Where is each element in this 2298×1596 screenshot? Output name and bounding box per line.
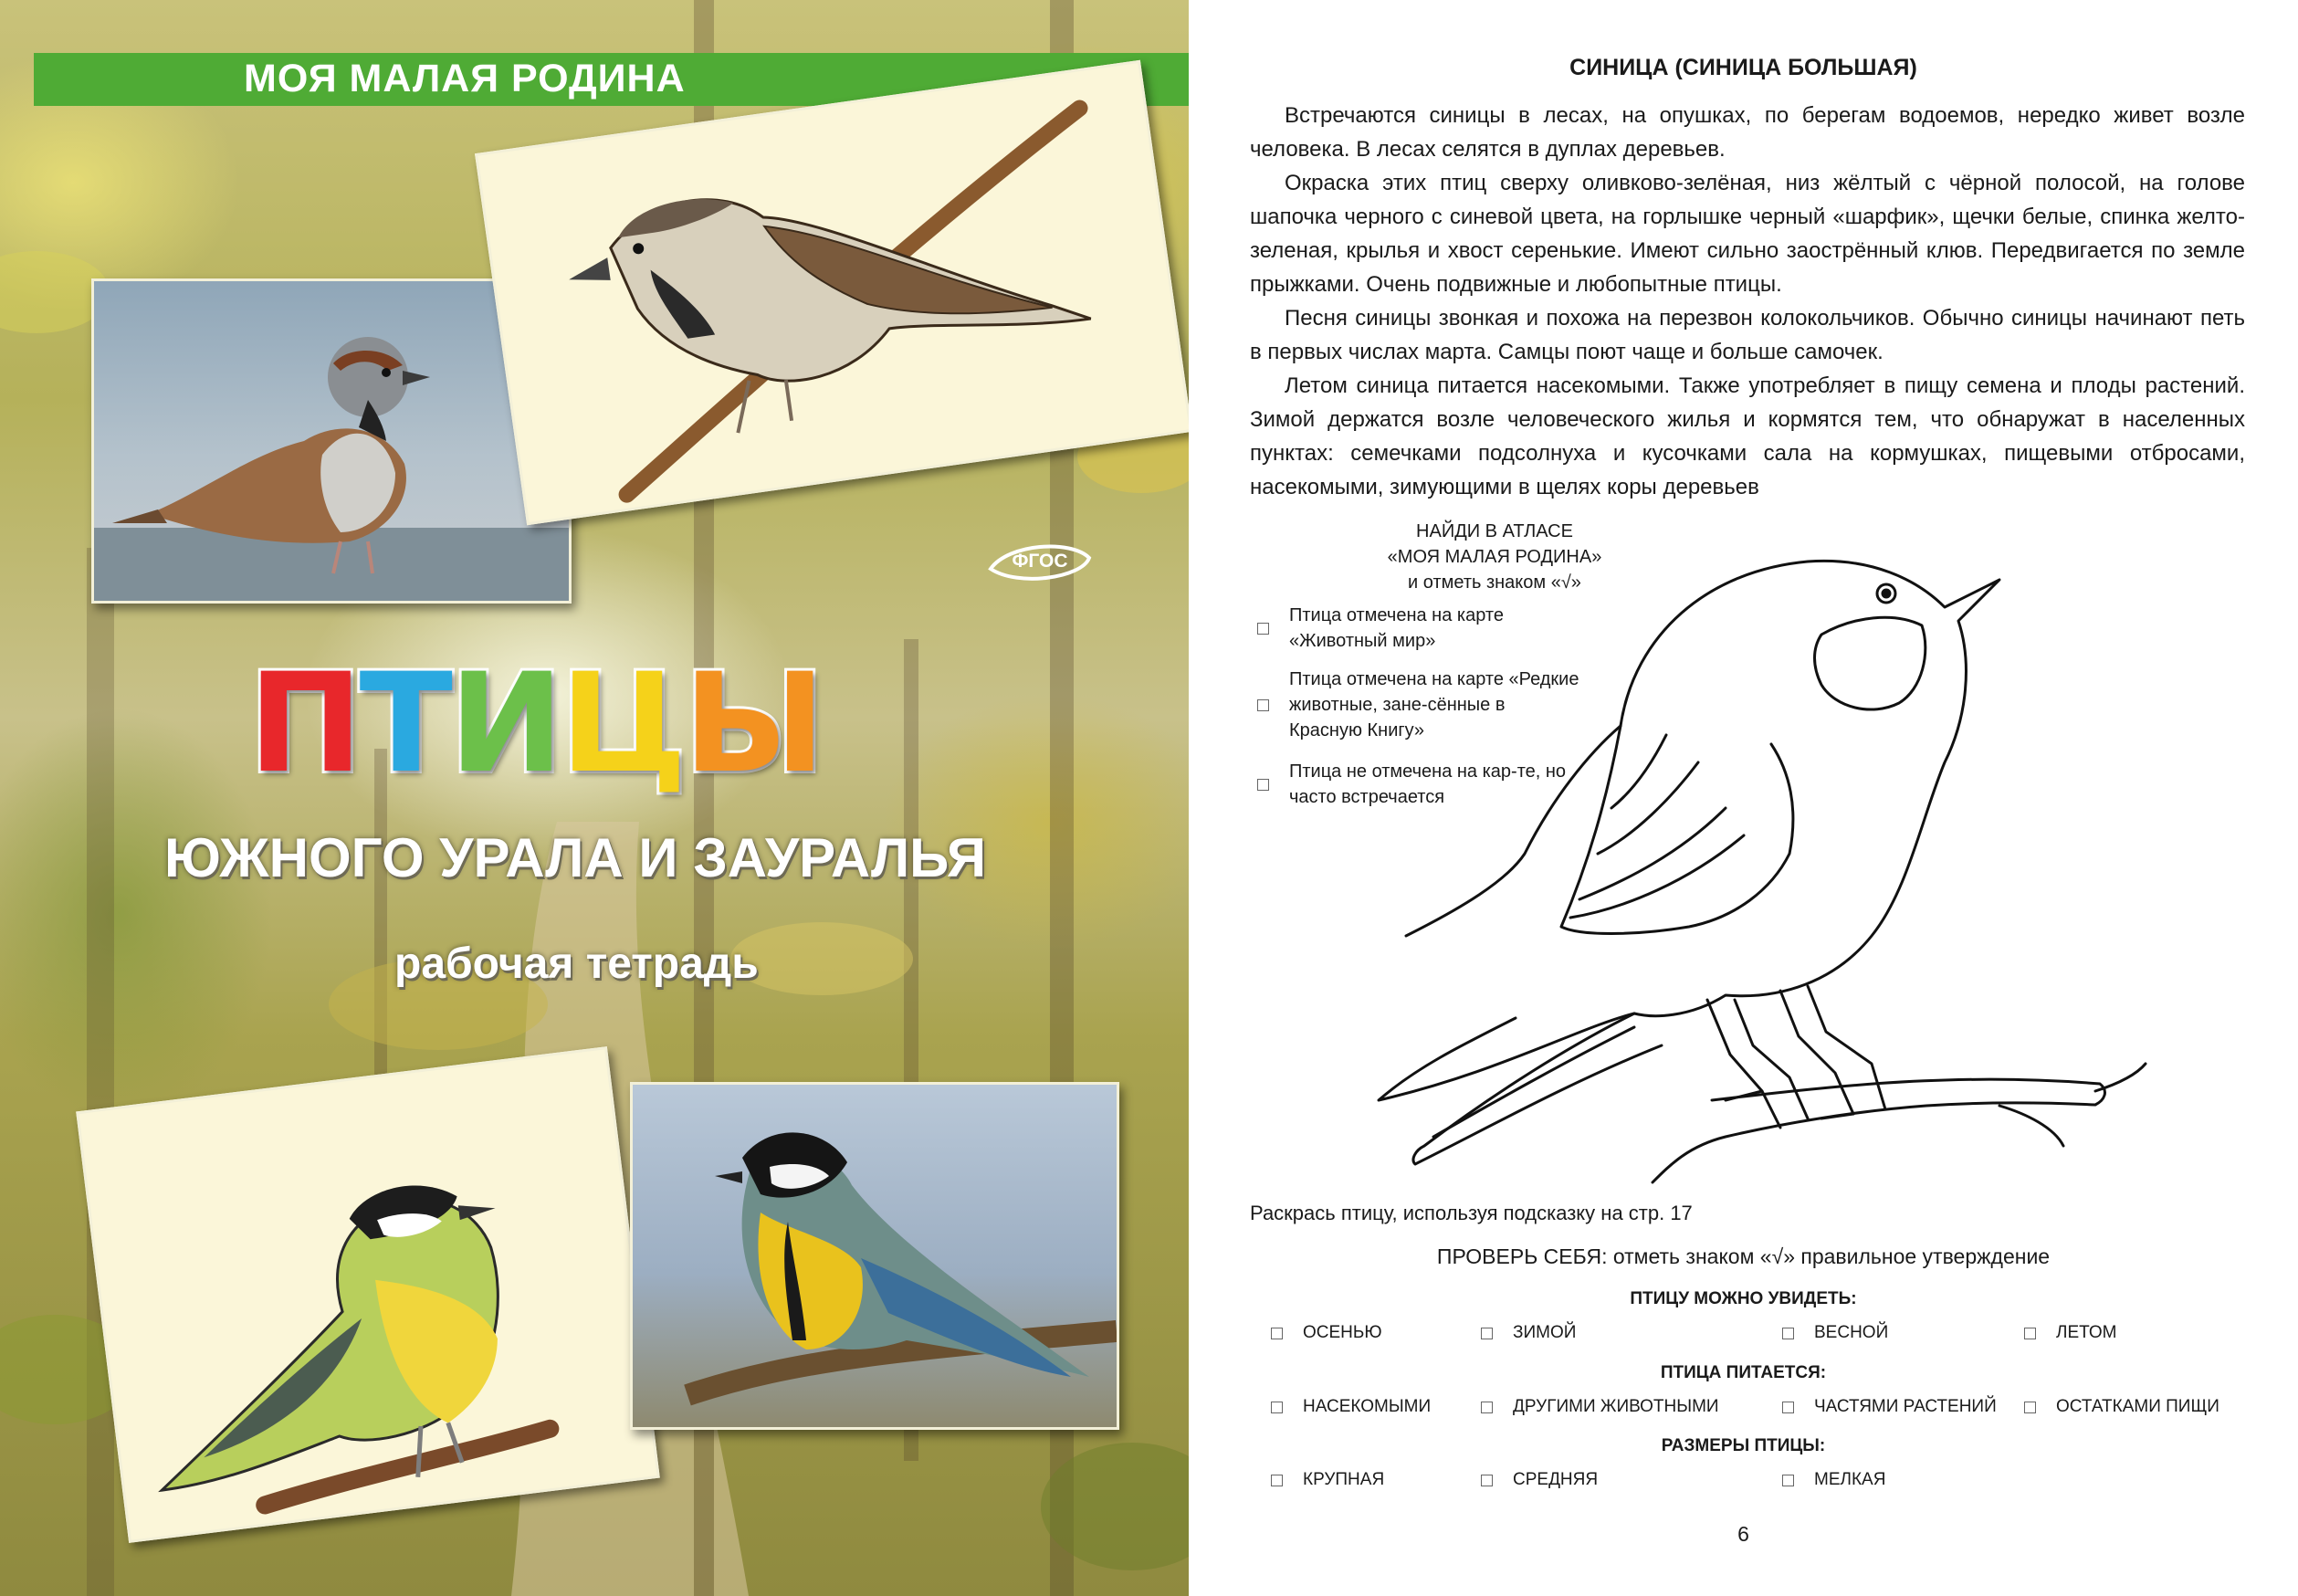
title-letter-3: И: [448, 645, 561, 803]
checkbox[interactable]: [1782, 1475, 1794, 1486]
fgos-badge: [981, 534, 1098, 589]
checkbox[interactable]: [1257, 623, 1269, 635]
checkbox[interactable]: [1481, 1475, 1493, 1486]
option-autumn[interactable]: [1271, 1323, 1382, 1343]
page-number: 6: [1737, 1522, 1749, 1546]
cover-subtitle: ЮЖНОГО УРАЛА И ЗАУРАЛЬЯ: [164, 827, 987, 888]
page-title: СИНИЦА (СИНИЦА БОЛЬШАЯ): [1569, 55, 1917, 80]
option-label: ДРУГИМИ ЖИВОТНЫМИ: [1513, 1397, 1719, 1416]
atlas-option-label: Птица отмечена на карте «Редкие животные, зане-сённые в Красную Книгу»: [1289, 669, 1579, 740]
option-large[interactable]: [1271, 1470, 1384, 1490]
title-letter-1: П: [248, 645, 360, 803]
title-letter-2: Т: [359, 645, 449, 803]
group-heading-season: ПТИЦУ МОЖНО УВИДЕТЬ:: [1630, 1289, 1857, 1308]
atlas-task-line-3: и отметь знаком «√»: [1408, 572, 1581, 593]
checkbox[interactable]: [2024, 1402, 2036, 1413]
option-label: ЛЕТОМ: [2056, 1323, 2117, 1342]
titmouse-photo: [630, 1082, 1119, 1430]
checkbox[interactable]: [1481, 1402, 1493, 1413]
checkbox[interactable]: [1782, 1402, 1794, 1413]
option-insects[interactable]: [1271, 1397, 1431, 1417]
paragraph-diet: Летом синица питается насекомыми. Также употребляет в пищу семена и плоды растений. Зимой держатся возле человеческого жилья и кормятся тем, что обнаружат в населенных пунктах: семечками подсолнуха и кусочками сала на кормушках, пищевыми отбросами, насекомыми, зимующими в щелях коры деревьев: [1250, 373, 2245, 499]
option-label: СРЕДНЯЯ: [1513, 1470, 1599, 1489]
option-label: ЧАСТЯМИ РАСТЕНИЙ: [1814, 1397, 1997, 1416]
checkbox[interactable]: [1271, 1328, 1283, 1339]
option-winter[interactable]: [1481, 1323, 1576, 1343]
option-label: ЗИМОЙ: [1513, 1323, 1577, 1342]
checkbox[interactable]: [1271, 1402, 1283, 1413]
coloring-caption: Раскрась птицу, используя подсказку на стр. 17: [1250, 1202, 1693, 1224]
cover-title: [248, 645, 823, 803]
option-spring[interactable]: [1782, 1323, 1888, 1343]
option-label: КРУПНАЯ: [1303, 1470, 1385, 1489]
cover-subtitle-workbook: рабочая тетрадь: [394, 940, 759, 988]
checkbox[interactable]: [1271, 1475, 1283, 1486]
checkbox[interactable]: [1481, 1328, 1493, 1339]
group-heading-diet: ПТИЦА ПИТАЕТСЯ:: [1660, 1363, 1827, 1382]
atlas-task-line-1: НАЙДИ В АТЛАСЕ: [1416, 521, 1573, 541]
option-summer[interactable]: [2024, 1323, 2117, 1343]
checkbox[interactable]: [1257, 699, 1269, 711]
option-label: ОСЕНЬЮ: [1303, 1323, 1382, 1342]
option-other-animals[interactable]: [1481, 1397, 1719, 1417]
fgos-label: ФГОС: [1012, 551, 1068, 572]
titmouse-drawing: [76, 1046, 660, 1543]
option-small[interactable]: [1782, 1470, 1885, 1490]
title-letter-4: Ц: [560, 645, 684, 803]
option-label: НАСЕКОМЫМИ: [1303, 1397, 1432, 1416]
check-yourself-title: ПРОВЕРЬ СЕБЯ: отметь знаком «√» правильное утверждение: [1436, 1244, 2051, 1268]
checkbox[interactable]: [2024, 1328, 2036, 1339]
group-heading-size: РАЗМЕРЫ ПТИЦЫ:: [1661, 1436, 1826, 1455]
option-label: ОСТАТКАМИ ПИЩИ: [2056, 1397, 2219, 1416]
atlas-option-label: Птица отмечена на карте «Животный мир»: [1289, 605, 1504, 651]
title-letter-5: Ы: [683, 645, 823, 803]
atlas-option-label: Птица не отмечена на кар-те, но часто встречается: [1289, 761, 1567, 807]
paragraph-appearance: Окраска этих птиц сверху оливково-зелёная, низ жёлтый с чёрной полосой, на голове шапочка черного с синевой цвета, на горлышке черный «шарфик», щечки белые, спинка желто-зеленая, крылья и хвост серенькие. Имеют сильно заострённый клюв. Передвигается по земле прыжками. Очень подвижные и любопытные птицы.: [1250, 171, 2245, 297]
atlas-task-line-2: «МОЯ МАЛАЯ РОДИНА»: [1387, 547, 1602, 567]
paragraph-habitat: Встречаются синицы в лесах, на опушках, по берегам водоемов, нередко живет возле человека. В лесах селятся в дуплах деревьев.: [1250, 103, 2245, 162]
option-label: МЕЛКАЯ: [1814, 1470, 1886, 1489]
option-plant-parts[interactable]: [1782, 1397, 1997, 1417]
option-medium[interactable]: [1481, 1470, 1598, 1490]
checkbox[interactable]: [1257, 779, 1269, 791]
paragraph-song: Песня синицы звонкая и похожа на перезвон колокольчиков. Обычно синицы начинают петь в первых числах марта. Самцы поют чаще и больше самочек.: [1250, 306, 2245, 364]
option-label: ВЕСНОЙ: [1814, 1323, 1889, 1342]
checkbox[interactable]: [1782, 1328, 1794, 1339]
option-food-scraps[interactable]: [2024, 1397, 2219, 1417]
series-title: МОЯ МАЛАЯ РОДИНА: [244, 57, 686, 100]
titmouse-coloring-outline: [1360, 507, 2164, 1201]
